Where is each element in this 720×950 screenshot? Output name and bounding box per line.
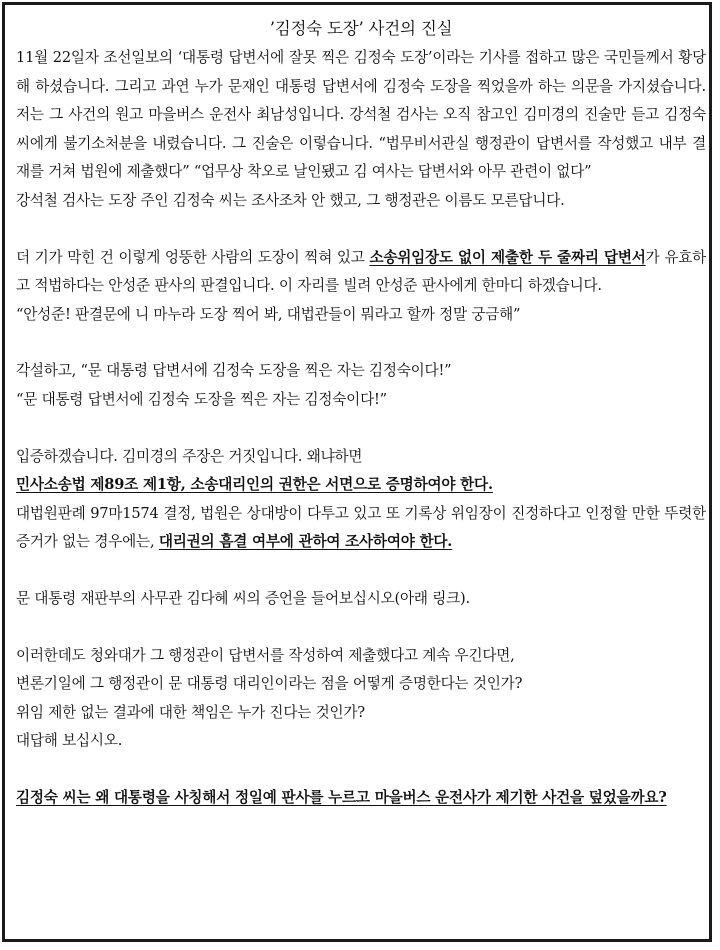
spacer (16, 557, 706, 585)
paragraph-judgment (16, 244, 706, 301)
spacer (16, 614, 706, 642)
paragraph-demand: 대답해 보십시오. (16, 732, 123, 750)
precedent-text-pre: 대법원판례 97마1574 결정, 법원은 상대방이 다투고 있고 또 기록상 위임장이 진정하다고 인정할 만한 뚜렷한 증거가 없는 경우에는, (16, 504, 706, 551)
spacer (16, 415, 706, 443)
paragraph-claim-2: “문 대통령 답변서에 김정숙 도장을 찍은 자는 김정숙이다!” (16, 390, 387, 408)
precedent-underlined-text: 대리권의 흠결 여부에 관하여 조사하여야 한다. (158, 533, 453, 551)
paragraph-question-2: 변론기일에 그 행정관이 문 대통령 대리인이라는 점을 어떻게 증명한다는 것인가? (16, 675, 523, 693)
paragraph-intro: 11월 22일자 조선일보의 ‘대통령 답변서에 잘못 찍은 김정숙 도장’이라는 기사를 접하고 많은 국민들께서 황당해 하셨습니다. 그리고 과연 누가 문재인 대통령 답변서에 김정숙 도장을 찍었을까 하는 의문을 가지셨습니다. 저는 그 사건의 원고 마을버스 운전사 최남성입니다. 강석철 검사는 오직 참고인 김미경의 진술만 듣고 김정숙 씨에게 불기소처분을 내렸습니다. 그 진술은 이렇습니다. “법무비서관실 행정관이 답변서를 작성했고 내부 결재를 거쳐 법원에 제출했다” “업무상 착오로 날인됐고 김 여사는 답변서와 아무 관련이 없다” (16, 49, 706, 181)
paragraph-final-question: 김정숙 씨는 왜 대통령을 사칭해서 정일예 판사를 누르고 마을버스 운전사가 제기한 사건을 덮었을까요? (16, 788, 667, 806)
paragraph-quote-judge: “안성준! 판결문에 니 마누라 도장 찍어 봐, 대법관들이 뭐라고 할까 정말 궁금해” (16, 305, 521, 323)
paragraph-testimony: 문 대통령 재판부의 사무관 김다혜 씨의 증언을 들어보십시오(아래 링크). (16, 589, 470, 607)
judgment-text-post: 가 유효하고 적법하다는 안성준 판사의 판결입니다. 이 자리를 빌려 안성준 판사에게 한마디 하겠습니다. (16, 248, 707, 295)
spacer (16, 216, 706, 244)
document-body (16, 14, 706, 812)
paragraph-proof-intro: 입증하겠습니다. 김미경의 주장은 거짓입니다. 왜냐하면 (16, 447, 363, 465)
judgment-underlined-text: 소송위임장도 없이 제출한 두 줄짜리 답변서 (369, 248, 646, 266)
page-title: ’김정숙 도장’ 사건의 진실 (269, 19, 453, 38)
spacer (16, 329, 706, 357)
judgment-text-pre: 더 기가 막힌 건 이렇게 엉뚱한 사람의 도장이 찍혀 있고 (16, 248, 370, 266)
paragraph-civil-procedure-law: 민사소송법 제89조 제1항, 소송대리인의 권한은 서면으로 증명하여야 한다. (16, 476, 493, 494)
paragraph-claim-1: 각설하고, “문 대통령 답변서에 김정숙 도장을 찍은 자는 김정숙이다!” (16, 362, 452, 380)
paragraph-question-3: 위임 제한 없는 결과에 대한 책임은 누가 진다는 것인가? (16, 703, 365, 721)
paragraph-prosecutor: 강석철 검사는 도장 주인 김정숙 씨는 조사조차 안 했고, 그 행정관은 이름도 모른답니다. (16, 191, 565, 209)
paragraph-supreme-court-precedent (16, 500, 706, 557)
spacer (16, 756, 706, 784)
paragraph-question-1: 이러한데도 청와대가 그 행정관이 답변서를 작성하여 제출했다고 계속 우긴다면, (16, 646, 515, 664)
